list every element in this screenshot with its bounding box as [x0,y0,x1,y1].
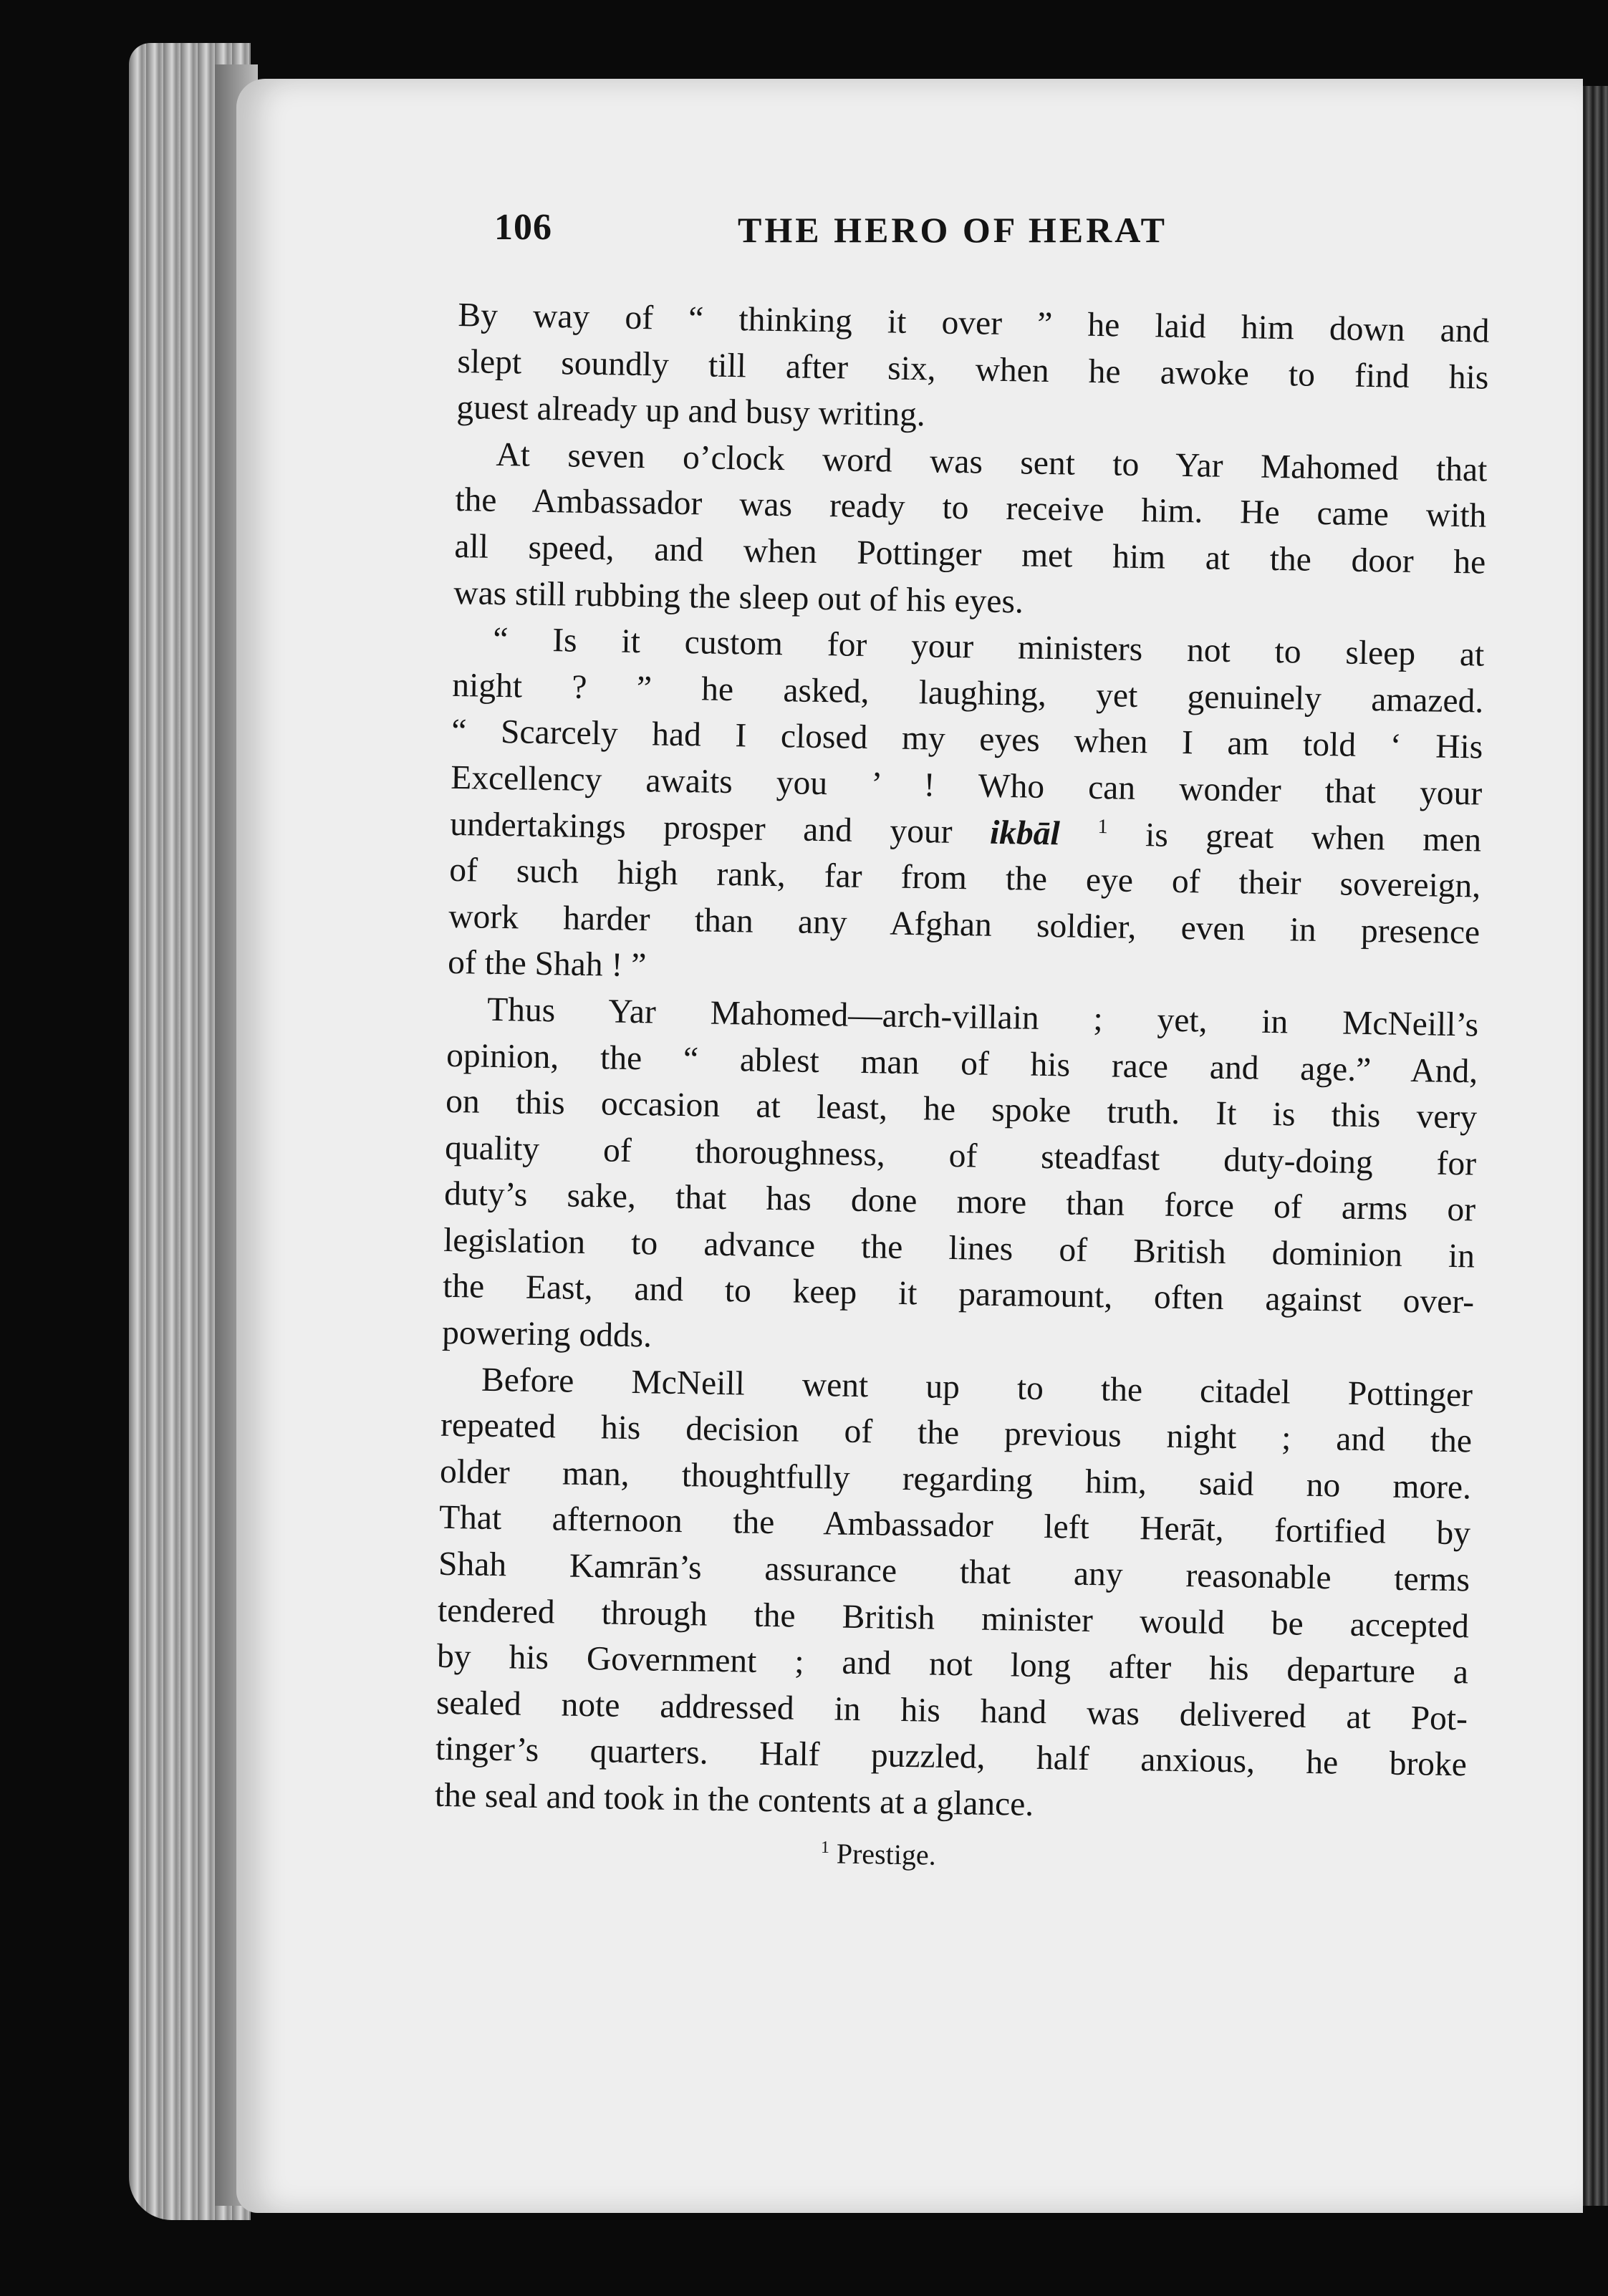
text-line: work harder than any Afghan soldier, even in presence [448,897,1481,952]
text-line: repeated his decision of the previous night ; and the [440,1407,1473,1460]
text-line: night ? ” he asked, laughing, yet genuinely amazed. [451,666,1484,720]
text-line: of the Shah ! ” [447,944,647,985]
footnote-marker: 1 [820,1838,830,1857]
text-line: duty’s sake, that has done more than force of arms or [443,1175,1476,1229]
text-line: Excellency awaits you ’ ! Who can wonder that your [450,758,1483,813]
text-line: sealed note addressed in his hand was delivered at Pot- [435,1684,1468,1738]
italic-word: ikbāl [989,814,1061,852]
text-line: By way of “ thinking it over ” he laid him down and [458,296,1490,350]
text-line: older man, thoughtfully regarding him, said no more. [439,1452,1472,1507]
footnote-text: Prestige. [829,1836,937,1871]
text-line: the Ambassador was ready to receive him. He came with [455,481,1487,535]
text-line: opinion, the “ ablest man of his race and age.” And, [446,1036,1478,1090]
page-number: 106 [494,207,552,248]
text-fragment: is great when men [1107,815,1482,859]
text-line: guest already up and busy writing. [456,389,926,434]
text-line: “ Scarcely had I closed my eyes when I am told ‘ His [451,713,1483,766]
text-line: all speed, and when Pottinger met him at the door he [454,527,1486,582]
text-line: of such high rank, far from the eye of their sovereign, [448,852,1481,905]
text-line: slept soundly till after six, when he awoke to find his [457,342,1489,397]
running-head [494,206,1268,264]
text-line: Shah Kamrān’s assurance that any reasonable terms [438,1545,1470,1599]
text-line: tinger’s quarters. Half puzzled, half anxious, he broke [435,1730,1468,1784]
text-line: was still rubbing the sleep out of his eyes. [453,574,1024,621]
text-line: That afternoon the Ambassador left Herāt, fortified by [438,1499,1471,1553]
text-line: the seal and took in the contents at a glance. [434,1776,1034,1823]
text-line: Before McNeill went up to the citadel Pottinger [481,1361,1473,1414]
text-line: by his Government ; and not long after his departure a [436,1637,1469,1692]
text-line: the East, and to keep it paramount, often against over- [442,1268,1475,1321]
text-line: powering odds. [441,1313,653,1355]
text-fragment: undertakings prosper and your [449,805,991,852]
text-line: At seven o’clock word was sent to Yar Mahomed that [496,435,1488,489]
text-line: “ Is it custom for your ministers not to sleep at [492,620,1485,674]
body-text [433,292,1489,1883]
text-line: Thus Yar Mahomed—arch-villain ; yet, in McNeill’s [486,990,1479,1044]
text-line: on this occasion at least, he spoke truth. It is this very [445,1082,1478,1137]
running-title: THE HERO OF HERAT [738,210,1168,250]
text-line: quality of thoroughness, of steadfast duty-doing for [444,1129,1477,1183]
text-line: legislation to advance the lines of British dominion in [443,1221,1475,1275]
text-line: tendered through the British minister would be accepted [437,1591,1470,1646]
footnote-reference: 1 [1097,815,1108,838]
